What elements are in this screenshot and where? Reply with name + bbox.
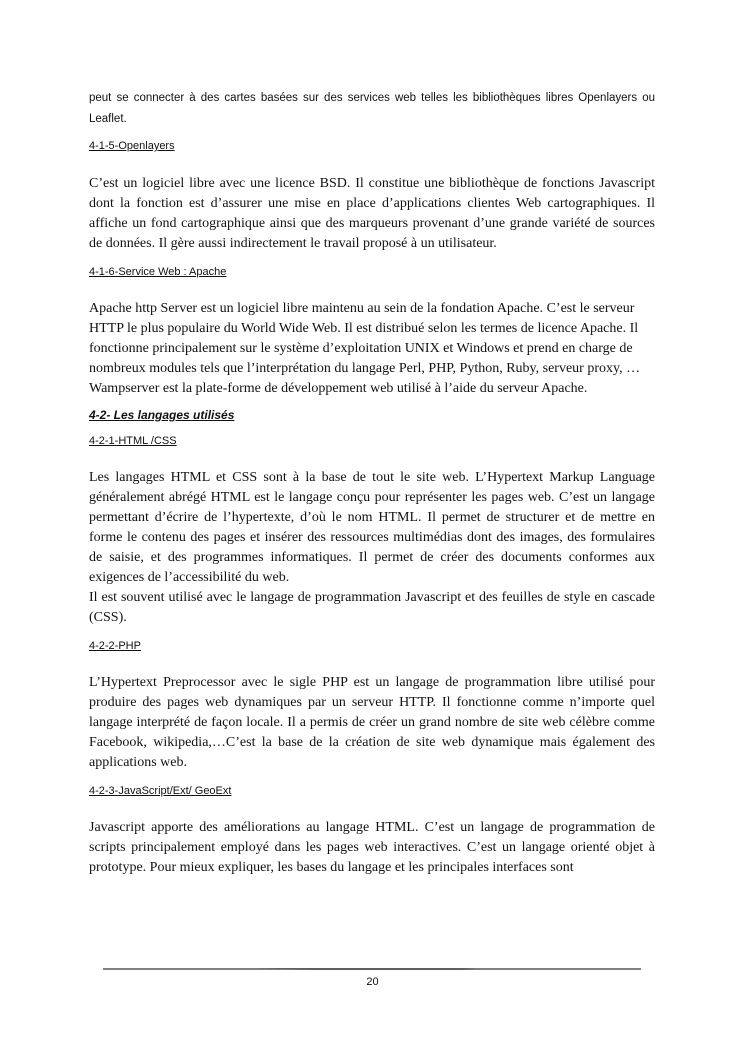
section-heading-javascript: 4-2-3-JavaScript/Ext/ GeoExt xyxy=(89,785,232,797)
section-heading-langages: 4-2- Les langages utilisés xyxy=(89,408,235,422)
openlayers-paragraph: C’est un logiciel libre avec une licence BSD. Il constitue une bibliothèque de fonctions Javascript dont la fonction est d’assurer une mise en place d’applications clientes Web cartographiques. Il affiche un fond cartographique ainsi que des marqueurs provenant d’une grande variété de sources de données. Il gère aussi indirectement le travail proposé à un utilisateur. xyxy=(89,176,655,251)
section-heading-openlayers: 4-1-5-Openlayers xyxy=(89,140,175,152)
section-heading-apache: 4-1-6-Service Web : Apache xyxy=(89,266,227,278)
footer-rule xyxy=(103,967,641,971)
html-css-paragraph: Les langages HTML et CSS sont à la base de tout le site web. L’Hypertext Markup Language généralement abrégé HTML est le langage conçu pour représenter les pages web. C’est un langage permettant d’écrire de l’hypertexte, d’où le nom HTML. Il permet de structurer et de mettre en forme le contenu des pages et insérer des ressources multimédias dont des images, des formulaires de saisie, et des programmes informatiques. Il permet de créer des documents conformes aux exigences de l’accessibilité du web. xyxy=(89,470,655,585)
section-heading-html-css: 4-2-1-HTML /CSS xyxy=(89,435,177,447)
html-css-paragraph-2: Il est souvent utilisé avec le langage de programmation Javascript et des feuilles de style en cascade (CSS). xyxy=(89,590,655,625)
page-content xyxy=(89,88,655,878)
apache-paragraph: Apache http Server est un logiciel libre maintenu au sein de la fondation Apache. C’est le serveur HTTP le plus populaire du World Wide Web. Il est distribué selon les termes de licence Apache. Il fonctionne principalement sur le système d’exploitation UNIX et Windows et prend en charge de nombreux modules tels que l’interprétation du langage Perl, PHP, Python, Ruby, serveur proxy, … xyxy=(89,301,641,376)
page-number: 20 xyxy=(366,976,379,988)
section-heading-php: 4-2-2-PHP xyxy=(89,640,141,652)
javascript-paragraph: Javascript apporte des améliorations au langage HTML. C’est un langage de programmation de scripts principalement employé dans les pages web interactives. C’est un langage orienté objet à prototype. Pour mieux expliquer, les bases du langage et les principales interfaces sont xyxy=(89,820,655,875)
php-paragraph: L’Hypertext Preprocessor avec le sigle PHP est un langage de programmation libre utilisé pour produire des pages web dynamiques par un serveur HTTP. Il fonctionne comme n’importe quel langage interprété de façon locale. Il a permis de créer un grand nombre de site web célèbre comme Facebook, wikipedia,…C’est la base de la création de site web dynamique mais également des applications web. xyxy=(89,675,655,770)
wampserver-paragraph: Wampserver est la plate-forme de développement web utilisé à l’aide du serveur Apache. xyxy=(89,381,588,396)
intro-paragraph: peut se connecter à des cartes basées sur des services web telles les bibliothèques libres Openlayers ou Leaflet. xyxy=(89,92,655,125)
